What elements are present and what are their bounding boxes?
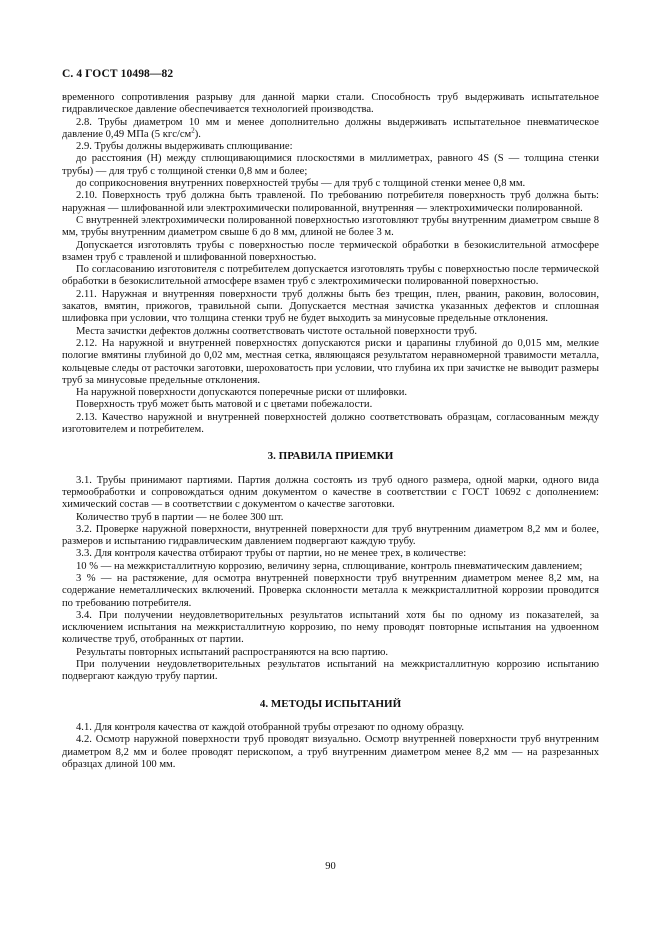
page-number: 90: [325, 861, 336, 872]
superscript: 2: [191, 126, 195, 135]
paragraph: На наружной поверхности допускаются поперечные риски от шлифовки.: [76, 387, 408, 399]
paragraph-2-9: 2.9. Трубы должны выдерживать сплющивание:: [76, 141, 293, 153]
paragraph: С внутренней электрохимически полированной поверхностью изготовляют трубы внутренним диаметром свыше 8 мм, трубы внутренним диаметром свыше 6 до 8 мм, длиной не более 3 м.: [62, 214, 599, 239]
paragraph-2-8: [62, 117, 599, 142]
section-title-4: 4. МЕТОДЫ ИСПЫТАНИЙ: [259, 697, 402, 710]
paragraph-4-2: 4.2. Осмотр наружной поверхности труб проводят визуально. Осмотр внутренней поверхности труб внутренним диаметром 8,2 мм и более проводят перископом, а труб внутренним диаметром менее 8,2 мм — на разрезанных образцах длиной 100 мм.: [62, 734, 599, 770]
paragraph-3-2: 3.2. Проверке наружной поверхности, внутренней поверхности для труб внутренним диаметром 8,2 мм и более, размеров и испытанию гидравлическим давлением подвергают каждую трубу.: [62, 523, 599, 548]
paragraph-4-1: 4.1. Для контроля качества от каждой отобранной трубы отрезают по одному образцу.: [76, 721, 465, 733]
paragraph-text: ).: [194, 128, 201, 140]
document-body: [62, 92, 599, 771]
paragraph: Допускается изготовлять трубы с поверхностью после термической обработки в безокислительной атмосфере взамен труб с травленой и шлифованной поверхностью.: [62, 239, 599, 263]
paragraph: По согласованию изготовителя с потребителем допускается изготовлять трубы с поверхностью после термической обработки в безокислительной атмосфере взамен труб с электрохимически полированной поверхностью.: [62, 264, 599, 288]
paragraph-3-1: 3.1. Трубы принимают партиями. Партия должна состоять из труб одного размера, одной марки, одного вида термообработки и сопровождаться одним документом о качестве в соответствии с ГОСТ 10692 с дополнением: химический состав — в соответствии с документом о качестве заготовки.: [62, 474, 599, 511]
paragraph-2-11: 2.11. Наружная и внутренняя поверхности труб должны быть без трещин, плен, рванин, раковин, волосовин, закатов, вмятин, прижогов, травильной сыпи. Допускается местная зачистка указанных дефектов и сплошная шлифовка при условии, что толщина стенки труб не будет выходить за минусовые предельные отклонения.: [62, 288, 599, 325]
page-header: С. 4 ГОСТ 10498—82: [62, 68, 174, 80]
paragraph-3-3: 3.3. Для контроля качества отбирают трубы от партии, но не менее трех, в количестве:: [76, 548, 467, 560]
paragraph-2-13: 2.13. Качество наружной и внутренней поверхностей должно соответствовать образцам, согласованным между изготовителем и потребителем.: [62, 411, 599, 436]
paragraph-3-4: 3.4. При получении неудовлетворительных результатов испытаний хотя бы по одному из показателей, за исключением испытания на межкристаллитную коррозию, по нему проводят повторные испытания на удвоенном количестве труб, отобранных от партии.: [62, 609, 599, 646]
paragraph-2-10: 2.10. Поверхность труб должна быть травленой. По требованию потребителя поверхность труб должна быть: наружная — шлифованной или электрохимически полированной, внутренняя — электрохимически полированной.: [62, 190, 599, 214]
paragraph-2-12: 2.12. На наружной и внутренней поверхностях допускаются риски и царапины глубиной до 0,015 мм, мелкие пологие вмятины глубиной до 0,02 мм, местная сетка, являющаяся результатом неравномерной травимости металла, кольцевые следы от расточки заготовки, шероховатость при условии, что глубина их при зачистке не выводит размеры труб за минусовые предельные отклонения.: [62, 337, 599, 386]
paragraph: Результаты повторных испытаний распространяются на всю партию.: [76, 646, 389, 658]
paragraph: 10 % — на межкристаллитную коррозию, величину зерна, сплющивание, контроль пневматическим давлением;: [76, 560, 583, 572]
section-title-3: 3. ПРАВИЛА ПРИЕМКИ: [267, 450, 394, 463]
paragraph: до расстояния (H) между сплющивающимися плоскостями в миллиметрах, равного 4S (S — толщина стенки трубы) — для труб с толщиной стенки 0,8 мм и более;: [62, 153, 599, 177]
paragraph: Места зачистки дефектов должны соответствовать чистоте остальной поверхности труб.: [76, 325, 478, 337]
paragraph: Количество труб в партии — не более 300 шт.: [76, 511, 284, 523]
paragraph: Поверхность труб может быть матовой и с цветами побежалости.: [76, 399, 373, 411]
paragraph: При получении неудовлетворительных результатов испытаний на межкристаллитную коррозию испытанию подвергают каждую трубу партии.: [62, 659, 599, 683]
paragraph: до соприкосновения внутренних поверхностей трубы — для труб с толщиной стенки менее 0,8 мм.: [76, 178, 526, 190]
paragraph: 3 % — на растяжение, для осмотра внутренней поверхности труб внутренним диаметром менее 8,2 мм, на содержание неметаллических включений. Проверка склонности металла к межкристаллитной коррозии проводится по требованию потребителя.: [62, 572, 599, 609]
paragraph: временного сопротивления разрыву для данной марки стали. Способность труб выдерживать испытательное гидравлическое давление обеспечивается технологией производства.: [62, 92, 599, 116]
paragraph-text: 2.8. Трубы диаметром 10 мм и менее дополнительно должны выдерживать испытательное пневматическое давление 0,49 МПа (5 кгс/см: [62, 116, 599, 140]
